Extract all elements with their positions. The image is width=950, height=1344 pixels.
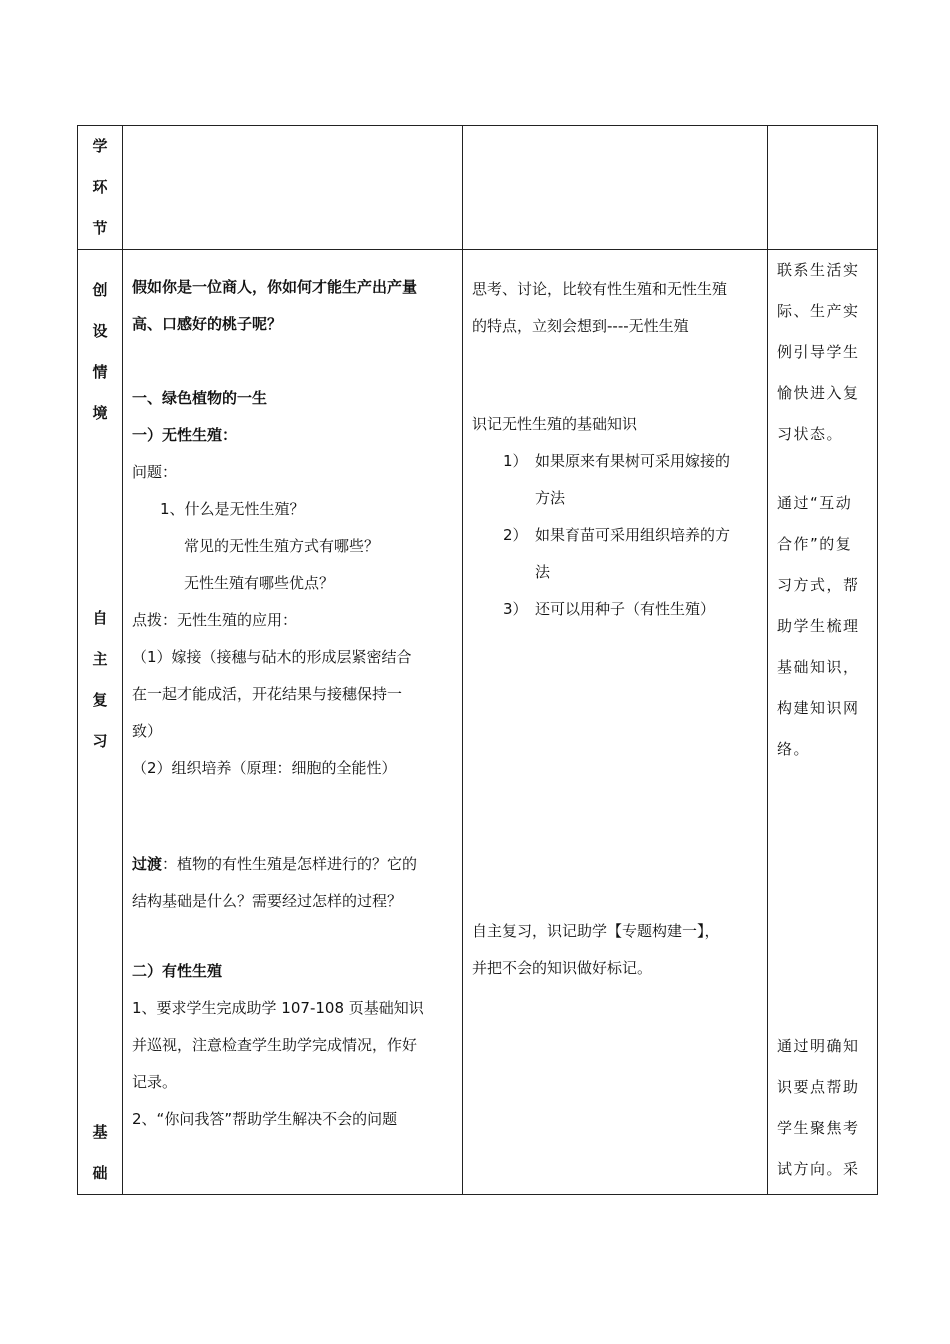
intent-line: 联系生活实 — [777, 261, 860, 279]
stage-char: 境 — [92, 404, 108, 422]
intent-line: 助学生梳理 — [777, 617, 860, 635]
intent-line: 基础知识， — [777, 658, 860, 676]
grafting-text: 在一起才能成活，开花结果与接穗保持一 — [132, 685, 403, 703]
stage-char: 情 — [92, 363, 108, 381]
stage-char: 创 — [92, 281, 108, 299]
student-self-review: 并把不会的知识做好标记。 — [472, 959, 653, 977]
stage-char: 复 — [92, 691, 108, 709]
student-think-text: 思考、讨论，比较有性生殖和无性生殖 — [472, 280, 728, 298]
task-text: 2、“你问我答”帮助学生解决不会的问题 — [132, 1110, 398, 1128]
intent-line: 通过“互动 — [777, 494, 853, 512]
intent-line: 例引导学生 — [777, 343, 860, 361]
section-title: 一、绿色植物的一生 — [132, 389, 268, 407]
stage-char: 习 — [92, 732, 108, 750]
stage-char: 础 — [92, 1164, 108, 1182]
grafting-text: （1）嫁接（接穗与砧木的形成层紧密结合 — [132, 648, 412, 666]
stage-char: 基 — [92, 1123, 108, 1141]
hint-text: 点拨：无性生殖的应用： — [132, 611, 298, 629]
intent-line: 试方向。采 — [777, 1160, 860, 1178]
student-self-review: 自主复习，识记助学【专题构建一】， — [472, 922, 720, 940]
intro-question: 假如你是一位商人，你如何才能生产出产量 — [132, 278, 418, 296]
list-item: 3） 还可以用种子（有性生殖） — [472, 591, 759, 628]
problem-label: 问题： — [132, 463, 178, 481]
intent-line: 合作”的复 — [777, 535, 853, 553]
lesson-plan-table — [77, 125, 878, 1195]
stage-char: 自 — [92, 609, 108, 627]
student-think-text: 的特点，立刻会想到----无性生殖 — [472, 317, 689, 335]
stage-char: 主 — [92, 650, 108, 668]
grafting-text: 致） — [132, 722, 163, 740]
list-item: 2） 如果育苗可采用组织培养的方 — [472, 517, 759, 554]
list-number: 3） — [503, 600, 528, 618]
intent-line: 学生聚焦考 — [777, 1119, 860, 1137]
student-header-cell — [463, 126, 768, 250]
problem-item: 1、什么是无性生殖？ — [160, 500, 305, 518]
design-intent-cell — [768, 250, 878, 1195]
intent-line: 构建知识网 — [777, 699, 860, 717]
intent-line: 识要点帮助 — [777, 1078, 860, 1096]
student-remember-text: 识记无性生殖的基础知识 — [472, 415, 638, 433]
header-row — [78, 126, 878, 250]
problem-item: 无性生殖有哪些优点？ — [184, 574, 335, 592]
task-text: 1、要求学生完成助学 107-108 页基础知识 — [132, 999, 424, 1017]
stage-cell — [78, 250, 123, 1195]
stage-header-cell — [78, 126, 123, 250]
teacher-activity-cell — [123, 250, 463, 1195]
list-item-cont: 法 — [535, 563, 551, 581]
stage-header-char: 节 — [92, 219, 108, 237]
intent-line: 愉快进入复 — [777, 384, 860, 402]
list-number: 2） — [503, 526, 528, 544]
intent-line: 络。 — [777, 740, 811, 758]
subsection-title: 一）无性生殖： — [132, 426, 238, 444]
transition-text: 过渡：植物的有性生殖是怎样进行的？它的 — [132, 855, 418, 873]
intent-header-cell — [768, 126, 878, 250]
intent-line: 习方式，帮 — [777, 576, 860, 594]
intent-line: 通过明确知 — [777, 1037, 860, 1055]
transition-label: 过渡 — [132, 855, 163, 873]
stage-char: 设 — [92, 322, 108, 340]
task-text: 并巡视，注意检查学生助学完成情况，作好 — [132, 1036, 418, 1054]
tissue-culture-text: （2）组织培养（原理：细胞的全能性） — [132, 759, 397, 777]
student-activity-cell — [463, 250, 768, 1195]
content-row — [78, 250, 878, 1195]
stage-header-char: 学 — [92, 137, 108, 155]
intro-question: 高、口感好的桃子呢？ — [132, 315, 283, 333]
intent-line: 际、生产实 — [777, 302, 860, 320]
teacher-header-cell — [123, 126, 463, 250]
problem-item: 常见的无性生殖方式有哪些？ — [184, 537, 380, 555]
intent-line: 习状态。 — [777, 425, 844, 443]
list-number: 1） — [503, 452, 528, 470]
transition-text: 结构基础是什么？需要经过怎样的过程？ — [132, 892, 403, 910]
task-text: 记录。 — [132, 1073, 178, 1091]
stage-header-char: 环 — [92, 178, 108, 196]
subsection-title: 二）有性生殖 — [132, 962, 223, 980]
list-item-cont: 方法 — [535, 489, 566, 507]
list-item: 1） 如果原来有果树可采用嫁接的 — [472, 443, 759, 480]
